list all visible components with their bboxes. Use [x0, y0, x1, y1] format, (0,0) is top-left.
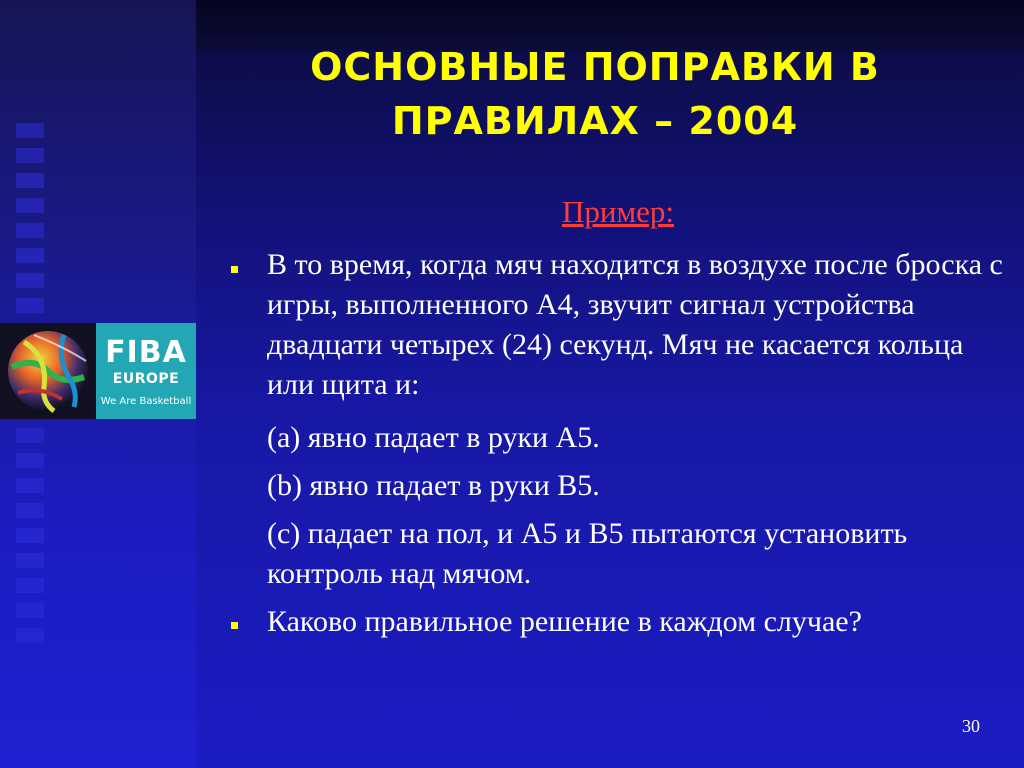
fiba-europe-logo — [96, 323, 196, 419]
deco-square — [16, 123, 44, 138]
deco-square — [16, 628, 44, 643]
deco-square — [16, 603, 44, 618]
logo-europe-text: EUROPE — [112, 371, 180, 387]
deco-square — [16, 173, 44, 188]
deco-square — [16, 148, 44, 163]
logo-fiba-text: FIBA — [105, 335, 187, 370]
bullet-text-2: Каково правильное решение в каждом случае? — [267, 605, 862, 638]
deco-square — [16, 578, 44, 593]
bullet-marker — [231, 266, 238, 273]
deco-square — [16, 553, 44, 568]
basketball-icon — [4, 327, 92, 415]
option-b-text: (b) явно падает в руки В5. — [267, 469, 600, 502]
option-c-text: (c) падает на пол, и А5 и В5 пытаются установить контроль над мячом. — [267, 517, 908, 590]
slide-number: 30 — [962, 716, 980, 736]
slide-subtitle: Пример: — [562, 194, 674, 229]
deco-square — [16, 198, 44, 213]
option-a-text: (a) явно падает в руки А5. — [267, 421, 600, 454]
deco-square — [16, 478, 44, 493]
deco-square — [16, 503, 44, 518]
deco-square — [16, 428, 44, 443]
deco-square — [16, 248, 44, 263]
slide-title: ОСНОВНЫЕ ПОПРАВКИ В ПРАВИЛАХ – 2004 — [310, 45, 880, 143]
bullet-marker — [231, 622, 238, 629]
deco-square — [16, 223, 44, 238]
deco-square — [16, 298, 44, 313]
deco-square — [16, 273, 44, 288]
logo-tagline-text: We Are Basketball — [100, 396, 192, 407]
deco-square — [16, 453, 44, 468]
deco-square — [16, 528, 44, 543]
bullet-text-1: В то время, когда мяч находится в воздухе после броска с игры, выполненного А4, звучит сигнал устройства двадцати четырех (24) секунд. Мяч не касается кольца или щита и: — [267, 248, 1003, 401]
